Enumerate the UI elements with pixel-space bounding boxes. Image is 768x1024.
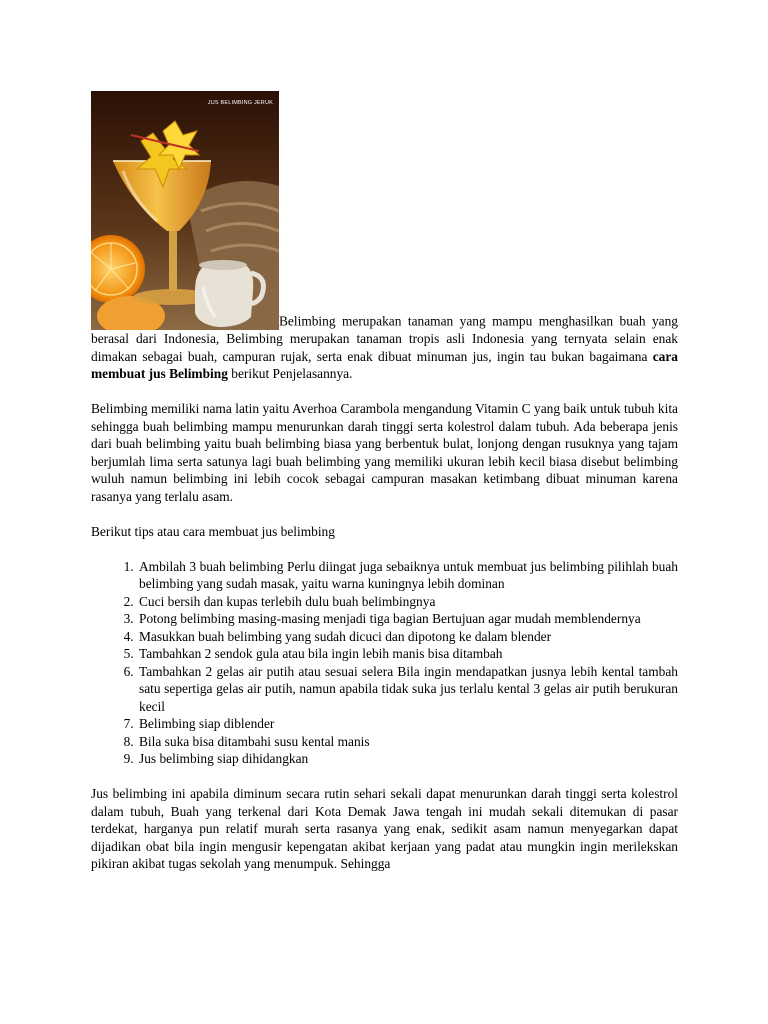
intro-text-start: Belimbing merupakan tanaman yang mampu menghasilkan buah yang berasal dari Indonesia, Belimbing merupakan tanaman tropis asli Indonesia yang ternyata selain enak dimakan sebagai buah, campuran rujak, serta enak dibuat minuman jus, ingin tau bukan bagaimana xyxy=(91,313,678,364)
step-item: 7. Belimbing siap diblender xyxy=(137,715,678,733)
step-item: 6. Tambahkan 2 gelas air putih atau sesuai selera Bila ingin mendapatkan jusnya lebih kental tambah satu sepertiga gelas air putih, namun apabila tidak suka jus terlalu kental 3 gelas air putih berukuran kecil xyxy=(137,663,678,716)
document-page xyxy=(91,91,678,873)
benefits-paragraph: Jus belimbing ini apabila diminum secara rutin sehari sekali dapat menurunkan darah tinggi serta kolestrol dalam tubuh, Buah yang terkenal dari Kota Demak Jawa tengah ini mudah sekali ditemukan di pasar terdekat, harganya pun relatif murah serta rasanya yang enak, sedikit asam namun menyegarkan dapat dijadikan obat bila ingin mengusir kepengatan akibat kerjaan yang padat atau mungkin ingin merilekskan pikiran akibat tugas sekolah yang menumpuk. Sehingga xyxy=(91,786,678,871)
juice-illustration xyxy=(91,91,279,330)
step-item: 2. Cuci bersih dan kupas terlebih dulu buah belimbingnya xyxy=(137,593,678,611)
juice-photo xyxy=(91,91,279,330)
step-item: 9. Jus belimbing siap dihidangkan xyxy=(137,750,678,768)
intro-text-end: berikut Penjelasannya. xyxy=(227,366,353,381)
steps-list xyxy=(91,558,678,768)
step-item: 8. Bila suka bisa ditambahi susu kental manis xyxy=(137,733,678,751)
photo-caption: JUS BELIMBING JERUK xyxy=(207,100,273,106)
intro-paragraph xyxy=(91,91,678,383)
intro-bold-phrase: cara membuat jus Belimbing xyxy=(91,348,678,381)
tips-heading: Berikut tips atau cara membuat jus belimbing xyxy=(91,523,335,539)
step-item: 4. Masukkan buah belimbing yang sudah dicuci dan dipotong ke dalam blender xyxy=(137,628,678,646)
vitamin-paragraph: Belimbing memiliki nama latin yaitu Averhoa Carambola mengandung Vitamin C yang baik untuk tubuh kita sehingga buah belimbing mampu menurunkan darah tinggi serta kolestrol dalam tubuh. Ada beberapa jenis dari buah belimbing yaitu buah belimbing biasa yang berbentuk bulat, lonjong dengan rusuknya yang tajam berjumlah lima serta satunya lagi buah belimbing yang memiliki ukuran lebih kecil biasa disebut belimbing wuluh namun belimbing ini lebih cocok sebagai campuran masakan ketimbang dibuat minuman karena rasanya yang terlalu asam. xyxy=(91,401,678,504)
step-item: 5. Tambahkan 2 sendok gula atau bila ingin lebih manis bisa ditambah xyxy=(137,645,678,663)
step-item: 1. Ambilah 3 buah belimbing Perlu diingat juga sebaiknya untuk membuat jus belimbing pilihlah buah belimbing yang sudah masak, yaitu warna kuningnya lebih dominan xyxy=(137,558,678,593)
step-item: 3. Potong belimbing masing-masing menjadi tiga bagian Bertujuan agar mudah memblendernya xyxy=(137,610,678,628)
